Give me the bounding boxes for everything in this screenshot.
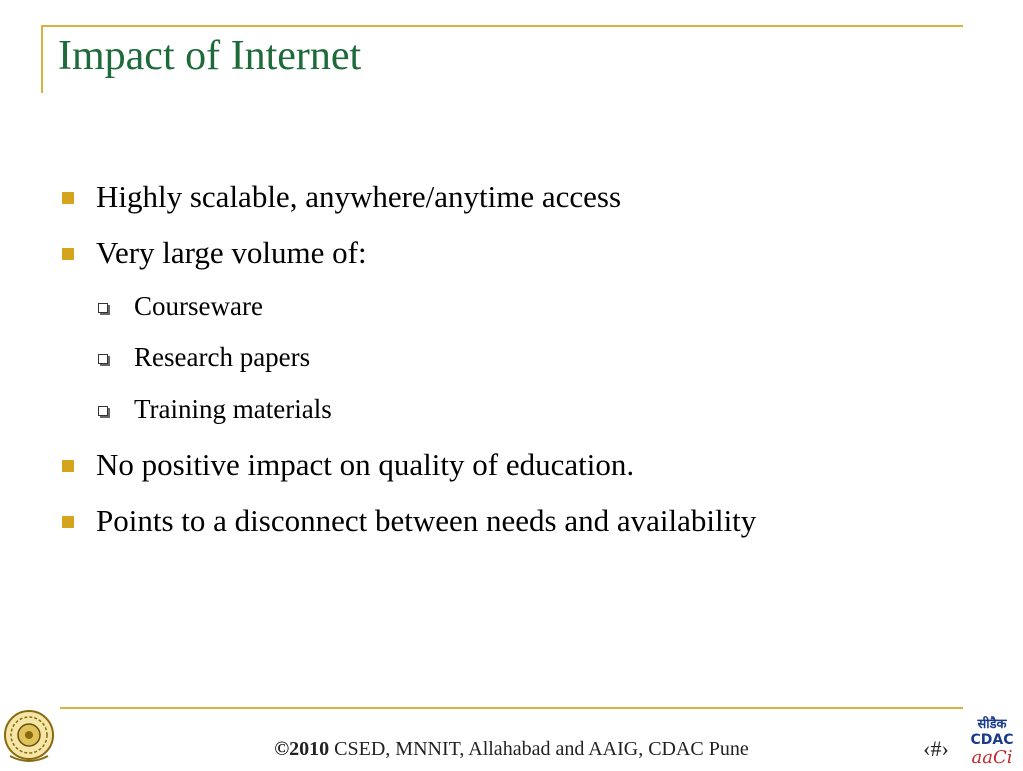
cdac-logo-icon bbox=[963, 712, 1021, 766]
bullet-text: Points to a disconnect between needs and availability bbox=[96, 503, 757, 538]
sub-bullet-item bbox=[98, 392, 332, 426]
square-bullet-icon bbox=[62, 248, 74, 260]
sub-bullet-item bbox=[98, 340, 310, 374]
bullet-item bbox=[62, 502, 756, 540]
sub-bullet-item bbox=[98, 289, 263, 323]
box-bullet-icon bbox=[98, 354, 108, 364]
credit-text: CSED, MNNIT, Allahabad and AAIG, CDAC Pune bbox=[329, 738, 749, 760]
bullet-item bbox=[62, 446, 634, 484]
square-bullet-icon bbox=[62, 192, 74, 204]
box-bullet-icon bbox=[98, 406, 108, 416]
box-bullet-icon bbox=[98, 303, 108, 313]
bullet-item bbox=[62, 178, 621, 216]
cdac-hindi-text: सीडैक bbox=[977, 717, 1007, 732]
sub-bullet-text: Training materials bbox=[134, 394, 332, 424]
bullet-item bbox=[62, 234, 367, 272]
square-bullet-icon bbox=[62, 460, 74, 472]
slide-title: Impact of Internet bbox=[58, 33, 362, 79]
copyright-year: ©2010 bbox=[274, 738, 330, 760]
sub-bullet-text: Courseware bbox=[134, 291, 263, 321]
footer-credit bbox=[0, 736, 1023, 762]
bullet-text: Very large volume of: bbox=[96, 235, 367, 270]
aaci-text: aaCi bbox=[971, 747, 1013, 766]
square-bullet-icon bbox=[62, 516, 74, 528]
footer-divider bbox=[60, 707, 963, 709]
bullet-text: Highly scalable, anywhere/anytime access bbox=[96, 179, 622, 214]
bullet-text: No positive impact on quality of education. bbox=[96, 447, 635, 482]
slide-number: ‹#› bbox=[923, 736, 949, 761]
sub-bullet-text: Research papers bbox=[134, 342, 311, 372]
cdac-text: CDAC bbox=[970, 732, 1014, 748]
